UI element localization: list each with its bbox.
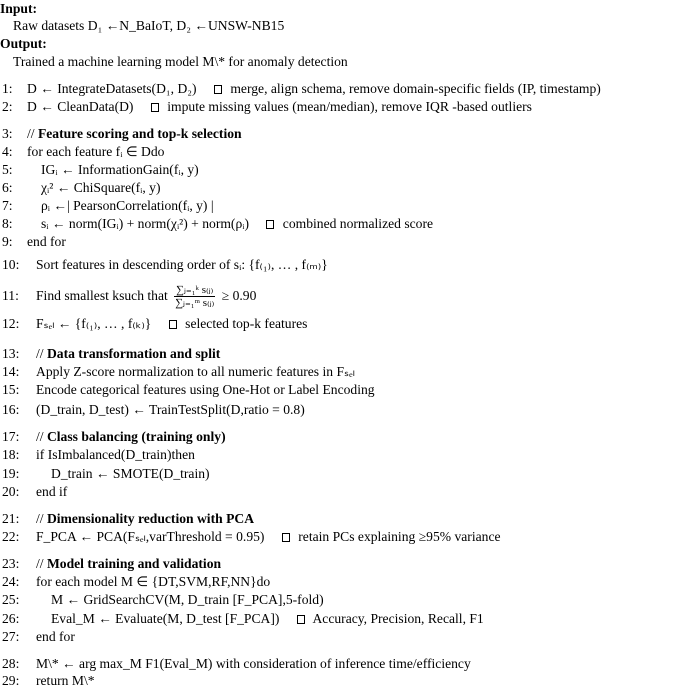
- line-number: 28:: [2, 656, 20, 671]
- line-code: [36, 280, 256, 312]
- line-text: end for: [36, 629, 75, 644]
- line-text: D_train ← SMOTE(D_train): [51, 466, 210, 481]
- line-comment: retain PCs explaining ≥95% variance: [298, 529, 501, 544]
- line-code: [36, 315, 307, 333]
- section-heading: Model training and validation: [46, 556, 222, 571]
- line-text: ρᵢ ←| PearsonCorrelation(fᵢ, y) |: [41, 198, 214, 213]
- line-number: 6:: [2, 180, 13, 195]
- line-text: F_PCA ← PCA(Fₛₑₗ,varThreshold = 0.95): [36, 529, 265, 544]
- output-label: Output:: [0, 36, 47, 51]
- line-number: 23:: [2, 556, 20, 571]
- line-number: 18:: [2, 447, 20, 462]
- fraction-numerator: ∑ⱼ₌₁ᵏ s₍ⱼ₎: [176, 284, 214, 297]
- line-code: [36, 510, 254, 528]
- line-number: 12:: [2, 316, 20, 331]
- line-text: Sort features in descending order of sᵢ: {f₍₁₎, … , f₍ₘ₎}: [36, 257, 328, 272]
- line-code: [36, 345, 220, 363]
- comment-marker-icon: [282, 533, 290, 542]
- input-label: Input:: [0, 1, 38, 16]
- line-text: for each model M ∈ {DT,SVM,RF,NN}do: [36, 574, 271, 589]
- line-text: end if: [36, 484, 68, 499]
- comment-marker-icon: [151, 103, 159, 112]
- comment-marker-icon: [266, 220, 274, 229]
- line-text: χᵢ² ← ChiSquare(fᵢ, y): [41, 180, 161, 195]
- line-text: Eval_M ← Evaluate(M, D_test [F_PCA]): [51, 611, 280, 626]
- line-text: D ← IntegrateDatasets(D₁, D₂): [27, 81, 197, 96]
- line-number: 11:: [2, 288, 19, 303]
- line-text: for each feature fᵢ ∈ Ddo: [27, 144, 165, 159]
- line-code: [41, 215, 433, 233]
- line-text: if IsImbalanced(D_train)then: [36, 447, 195, 462]
- section-heading: Data transformation and split: [46, 346, 221, 361]
- comment-slashes: //: [36, 346, 47, 361]
- line-number: 2:: [2, 99, 13, 114]
- line-code: [36, 555, 221, 573]
- line-number: 13:: [2, 346, 20, 361]
- comment-slashes: //: [27, 126, 38, 141]
- line-number: 4:: [2, 144, 13, 159]
- line-number: 26:: [2, 611, 20, 626]
- line-text: IGᵢ ← InformationGain(fᵢ, y): [41, 162, 199, 177]
- line-number: 29:: [2, 673, 20, 688]
- comment-slashes: //: [36, 511, 47, 526]
- section-heading: Feature scoring and top-k selection: [37, 126, 242, 141]
- line-number: 3:: [2, 126, 13, 141]
- section-heading: Class balancing (training only): [46, 429, 226, 444]
- line-comment: Accuracy, Precision, Recall, F1: [312, 611, 484, 626]
- line-text: return M\*: [36, 673, 95, 688]
- line-number: 22:: [2, 529, 20, 544]
- line-number: 7:: [2, 198, 13, 213]
- line-number: 15:: [2, 382, 20, 397]
- fraction-denominator: ∑ⱼ₌₁ᵐ s₍ⱼ₎: [175, 297, 215, 310]
- comment-slashes: //: [36, 556, 47, 571]
- comment-slashes: //: [36, 429, 47, 444]
- line-text: M ← GridSearchCV(M, D_train [F_PCA],5-fold): [51, 592, 324, 607]
- comment-marker-icon: [214, 85, 222, 94]
- line-number: 27:: [2, 629, 20, 644]
- line-code: [27, 98, 532, 116]
- line-code: [36, 428, 226, 446]
- comment-marker-icon: [297, 615, 305, 624]
- comment-marker-icon: [169, 320, 177, 329]
- line-text: D ← CleanData(D): [27, 99, 134, 114]
- section-heading: Dimensionality reduction with PCA: [46, 511, 255, 526]
- line-number: 19:: [2, 466, 20, 481]
- line-code: [27, 80, 601, 98]
- line-number: 20:: [2, 484, 20, 499]
- score-fraction: [174, 284, 215, 309]
- line-number: 24:: [2, 574, 20, 589]
- line-number: 21:: [2, 511, 20, 526]
- line-comment: impute missing values (mean/median), remove IQR -based outliers: [167, 99, 532, 114]
- line-comment: merge, align schema, remove domain-specific fields (IP, timestamp): [230, 81, 601, 96]
- line-code: [27, 125, 242, 143]
- line-text: Find smallest ksuch that: [36, 288, 168, 303]
- line-number: 1:: [2, 81, 13, 96]
- output-text: Trained a machine learning model M\* for anomaly detection: [13, 54, 348, 69]
- line-number: 8:: [2, 216, 13, 231]
- line-number: 25:: [2, 592, 20, 607]
- line-number: 10:: [2, 257, 20, 272]
- input-text: Raw datasets D₁ ←N_BaIoT, D₂ ←UNSW-NB15: [13, 18, 285, 33]
- line-text-after: ≥ 0.90: [221, 288, 257, 303]
- line-text: Encode categorical features using One-Hot or Label Encoding: [36, 382, 375, 397]
- line-number: 17:: [2, 429, 20, 444]
- line-code: [51, 610, 484, 628]
- line-number: 9:: [2, 234, 13, 249]
- line-text: Apply Z-score normalization to all numeric features in Fₛₑₗ: [36, 364, 355, 379]
- line-text: M\* ← arg max_M F1(Eval_M) with consideration of inference time/efficiency: [36, 656, 471, 671]
- line-text: sᵢ ← norm(IGᵢ) + norm(χᵢ²) + norm(ρᵢ): [41, 216, 249, 231]
- line-comment: selected top-k features: [185, 316, 308, 331]
- line-number: 14:: [2, 364, 20, 379]
- line-number: 5:: [2, 162, 13, 177]
- line-text: (D_train, D_test) ← TrainTestSplit(D,ratio = 0.8): [36, 402, 305, 417]
- line-text: Fₛₑₗ ← {f₍₁₎, … , f₍ₖ₎}: [36, 316, 152, 331]
- line-number: 16:: [2, 402, 20, 417]
- line-comment: combined normalized score: [282, 216, 434, 231]
- line-text: end for: [27, 234, 66, 249]
- line-code: [36, 528, 501, 546]
